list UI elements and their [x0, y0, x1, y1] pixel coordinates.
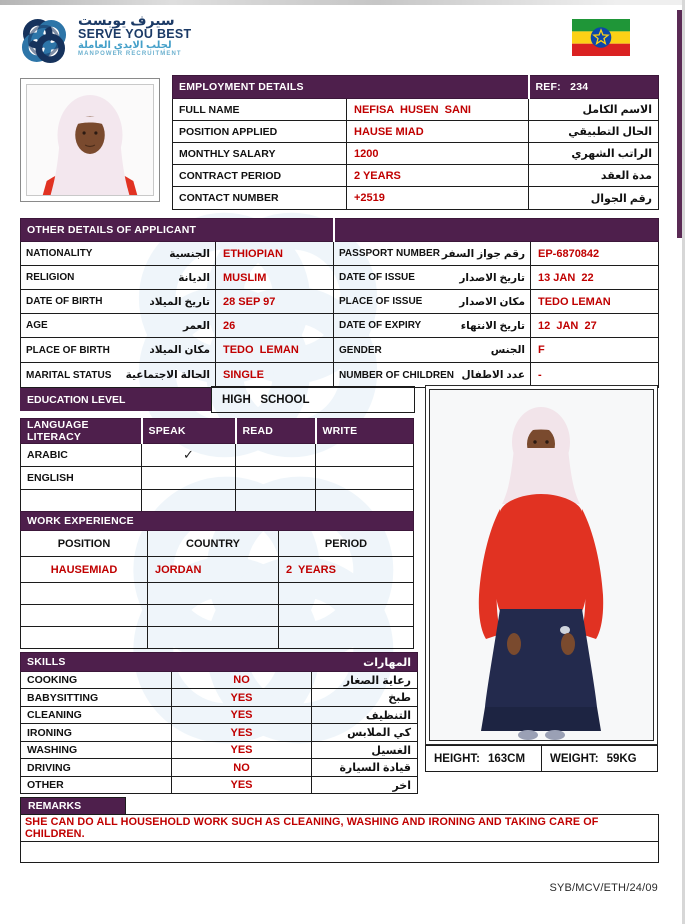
agency-tagline-arabic: لجلب الايدي العاملة	[78, 39, 172, 51]
height-value: 163CM	[488, 752, 526, 765]
skill-label: DRIVING	[21, 759, 172, 777]
height-weight-row	[425, 745, 658, 772]
skill-label: CLEANING	[21, 707, 172, 724]
table-row	[21, 627, 414, 649]
field-value: 1200	[347, 143, 529, 165]
field-label-cell	[21, 314, 216, 338]
field-value: EP-6870842	[531, 242, 659, 266]
position-header: POSITION	[21, 531, 148, 557]
field-label-cell	[334, 266, 531, 290]
remarks-empty-row	[21, 842, 659, 863]
table-row	[173, 165, 659, 187]
weight-label: WEIGHT:	[550, 752, 599, 765]
field-label-arabic: تاريخ الميلاد	[149, 295, 210, 308]
position-value	[21, 627, 148, 649]
skills-header	[21, 653, 418, 672]
field-label: CONTRACT PERIOD	[173, 165, 347, 187]
write-header: WRITE	[316, 419, 414, 444]
read-cell	[236, 444, 316, 467]
field-value: SINGLE	[216, 363, 334, 388]
table-row	[21, 707, 418, 724]
other-details-header-spacer	[334, 219, 659, 242]
field-label-cell	[21, 242, 216, 266]
language-literacy-table	[20, 418, 414, 513]
skill-value: YES	[172, 742, 312, 759]
skill-value: YES	[172, 707, 312, 724]
field-label: DATE OF ISSUE	[339, 272, 415, 283]
employment-section-title: EMPLOYMENT DETAILS	[173, 76, 529, 99]
field-label-arabic: رقم الجوال	[529, 187, 659, 210]
field-label: NUMBER OF CHILDREN	[339, 369, 454, 381]
table-row	[21, 338, 659, 363]
country-value	[148, 627, 279, 649]
field-value: 26	[216, 314, 334, 338]
agency-name-english: SERVE YOU BEST	[78, 26, 192, 41]
table-row	[21, 467, 414, 490]
field-label: PASSPORT NUMBER	[339, 248, 440, 259]
speak-cell	[142, 490, 236, 513]
field-label-arabic: تاريخ الاصدار	[459, 271, 525, 284]
field-label: MARITAL STATUS	[26, 369, 112, 381]
table-row	[21, 314, 659, 338]
field-value: HAUSE MIAD	[347, 121, 529, 143]
applicant-headshot-photo	[20, 78, 160, 202]
field-label-cell	[334, 314, 531, 338]
agency-logo-text	[78, 13, 192, 58]
field-label-arabic: مكان الاصدار	[459, 295, 525, 308]
table-row	[173, 187, 659, 210]
skill-value: NO	[172, 672, 312, 689]
field-label: FULL NAME	[173, 99, 347, 121]
field-value: 2 YEARS	[347, 165, 529, 187]
table-row	[21, 583, 414, 605]
work-experience-table	[20, 511, 414, 649]
remarks-section-title: REMARKS	[20, 797, 126, 814]
table-row	[21, 672, 418, 689]
skill-label-arabic: اخر	[312, 777, 418, 794]
weight-cell	[541, 746, 657, 771]
education-level-label: EDUCATION LEVEL	[20, 388, 211, 411]
skill-label: OTHER	[21, 777, 172, 794]
education-level-value: HIGH SCHOOL	[211, 386, 415, 413]
read-header: READ	[236, 419, 316, 444]
skill-value: NO	[172, 759, 312, 777]
field-label-cell	[334, 338, 531, 363]
field-label: RELIGION	[26, 272, 75, 283]
field-label-arabic: الحال التطبيقي	[529, 121, 659, 143]
skill-value: YES	[172, 724, 312, 742]
field-label-arabic: الحالة الاجتماعية	[125, 369, 210, 381]
table-row	[21, 242, 659, 266]
table-row	[21, 363, 659, 388]
read-cell	[236, 467, 316, 490]
field-label-arabic: الراتب الشهري	[529, 143, 659, 165]
field-value: TEDO LEMAN	[531, 290, 659, 314]
period-value: 2 YEARS	[279, 557, 414, 583]
table-row	[21, 742, 418, 759]
table-row	[21, 557, 414, 583]
period-value	[279, 627, 414, 649]
check-icon: ✓	[142, 444, 236, 467]
field-label-arabic: الجنسية	[169, 247, 210, 260]
field-value: 28 SEP 97	[216, 290, 334, 314]
field-label-cell	[21, 266, 216, 290]
table-row	[21, 759, 418, 777]
field-label-arabic: تاريخ الانتهاء	[460, 319, 525, 332]
table-row	[21, 605, 414, 627]
ref-value: 234	[570, 81, 589, 93]
write-cell	[316, 444, 414, 467]
position-value	[21, 583, 148, 605]
table-row	[21, 842, 659, 863]
table-row	[21, 777, 418, 794]
speak-cell	[142, 467, 236, 490]
field-label: PLACE OF BIRTH	[26, 344, 110, 356]
skill-label-arabic: التنظيف	[312, 707, 418, 724]
other-details-section-title: OTHER DETAILS OF APPLICANT	[21, 219, 334, 242]
table-row	[21, 290, 659, 314]
country-value: JORDAN	[148, 557, 279, 583]
skill-label-arabic: طبخ	[312, 689, 418, 707]
field-label-cell	[334, 290, 531, 314]
field-label-arabic: عدد الاطفال	[461, 369, 525, 381]
field-label: POSITION APPLIED	[173, 121, 347, 143]
other-details-table	[20, 218, 659, 388]
skill-label-arabic: قيادة السيارة	[312, 759, 418, 777]
table-row	[21, 444, 414, 467]
country-value	[148, 605, 279, 627]
table-row	[173, 99, 659, 121]
field-label-cell	[334, 363, 531, 388]
agency-logo-knot-icon	[16, 13, 72, 69]
ref-cell	[529, 76, 659, 99]
field-label-cell	[21, 338, 216, 363]
skill-label: COOKING	[21, 672, 172, 689]
table-row	[21, 531, 414, 557]
scan-top-edge	[0, 0, 685, 5]
field-value: NEFISA HUSEN SANI	[347, 99, 529, 121]
field-label: DATE OF EXPIRY	[339, 320, 422, 331]
field-label: GENDER	[339, 344, 382, 356]
skill-value: YES	[172, 689, 312, 707]
field-label-cell	[334, 242, 531, 266]
field-value: -	[531, 363, 659, 388]
remarks-text: SHE CAN DO ALL HOUSEHOLD WORK SUCH AS CLEANING, WASHING AND IRONING AND TAKING CARE OF CHILDREN.	[21, 815, 659, 842]
period-value	[279, 583, 414, 605]
write-cell	[316, 467, 414, 490]
field-label: NATIONALITY	[26, 248, 93, 259]
remarks-table	[20, 814, 659, 863]
skill-label: WASHING	[21, 742, 172, 759]
read-cell	[236, 490, 316, 513]
field-label-arabic: مكان الميلاد	[149, 344, 210, 356]
field-value: TEDO LEMAN	[216, 338, 334, 363]
table-row	[173, 121, 659, 143]
applicant-fullbody-photo	[425, 385, 658, 745]
work-experience-section-title: WORK EXPERIENCE	[21, 512, 414, 531]
table-row	[173, 143, 659, 165]
agency-tagline-english: MANPOWER RECRUITMENT	[78, 51, 182, 58]
field-label-arabic: رقم جواز السفر	[441, 247, 525, 260]
ref-label: REF:	[535, 81, 561, 93]
document-reference-code: SYB/MCV/ETH/24/09	[549, 882, 658, 894]
field-value: MUSLIM	[216, 266, 334, 290]
language-literacy-header: LANGUAGE LITERACY	[21, 419, 142, 444]
skills-section-title: SKILLS	[27, 656, 66, 668]
field-label: MONTHLY SALARY	[173, 143, 347, 165]
field-label-arabic: مدة العقد	[529, 165, 659, 187]
period-header: PERIOD	[279, 531, 414, 557]
table-row	[21, 815, 659, 842]
table-row	[21, 266, 659, 290]
agency-name-arabic: سيرف يوبست	[78, 12, 175, 28]
field-label: PLACE OF ISSUE	[339, 296, 423, 307]
language-name: ENGLISH	[21, 467, 142, 490]
skills-section-title-arabic: المهارات	[363, 656, 411, 669]
field-value: +2519	[347, 187, 529, 210]
language-name	[21, 490, 142, 513]
position-value: HAUSEMIAD	[21, 557, 148, 583]
height-cell	[426, 746, 541, 771]
field-label-cell	[21, 290, 216, 314]
skill-label-arabic: رعاية الصغار	[312, 672, 418, 689]
table-row	[21, 490, 414, 513]
field-label-arabic: الاسم الكامل	[529, 99, 659, 121]
position-value	[21, 605, 148, 627]
field-label-arabic: الديانة	[178, 271, 210, 284]
field-label: CONTACT NUMBER	[173, 187, 347, 210]
country-header: COUNTRY	[148, 531, 279, 557]
speak-header: SPEAK	[142, 419, 236, 444]
height-label: HEIGHT:	[434, 752, 480, 765]
table-row	[21, 689, 418, 707]
skills-table	[20, 652, 418, 794]
language-name: ARABIC	[21, 444, 142, 467]
field-label: AGE	[26, 320, 48, 331]
weight-value: 59KG	[606, 752, 637, 765]
field-label: DATE OF BIRTH	[26, 296, 103, 307]
field-label-arabic: العمر	[182, 319, 210, 332]
ethiopia-flag-icon	[572, 19, 630, 56]
skill-label-arabic: كي الملابس	[312, 724, 418, 742]
field-label-cell	[21, 363, 216, 388]
country-value	[148, 583, 279, 605]
field-value: 12 JAN 27	[531, 314, 659, 338]
field-value: F	[531, 338, 659, 363]
field-label-arabic: الجنس	[490, 344, 525, 356]
field-value: 13 JAN 22	[531, 266, 659, 290]
skill-value: YES	[172, 777, 312, 794]
skill-label: BABYSITTING	[21, 689, 172, 707]
employment-details-table	[172, 75, 659, 210]
write-cell	[316, 490, 414, 513]
skill-label-arabic: الغسيل	[312, 742, 418, 759]
field-value: ETHIOPIAN	[216, 242, 334, 266]
table-row	[21, 724, 418, 742]
period-value	[279, 605, 414, 627]
skill-label: IRONING	[21, 724, 172, 742]
